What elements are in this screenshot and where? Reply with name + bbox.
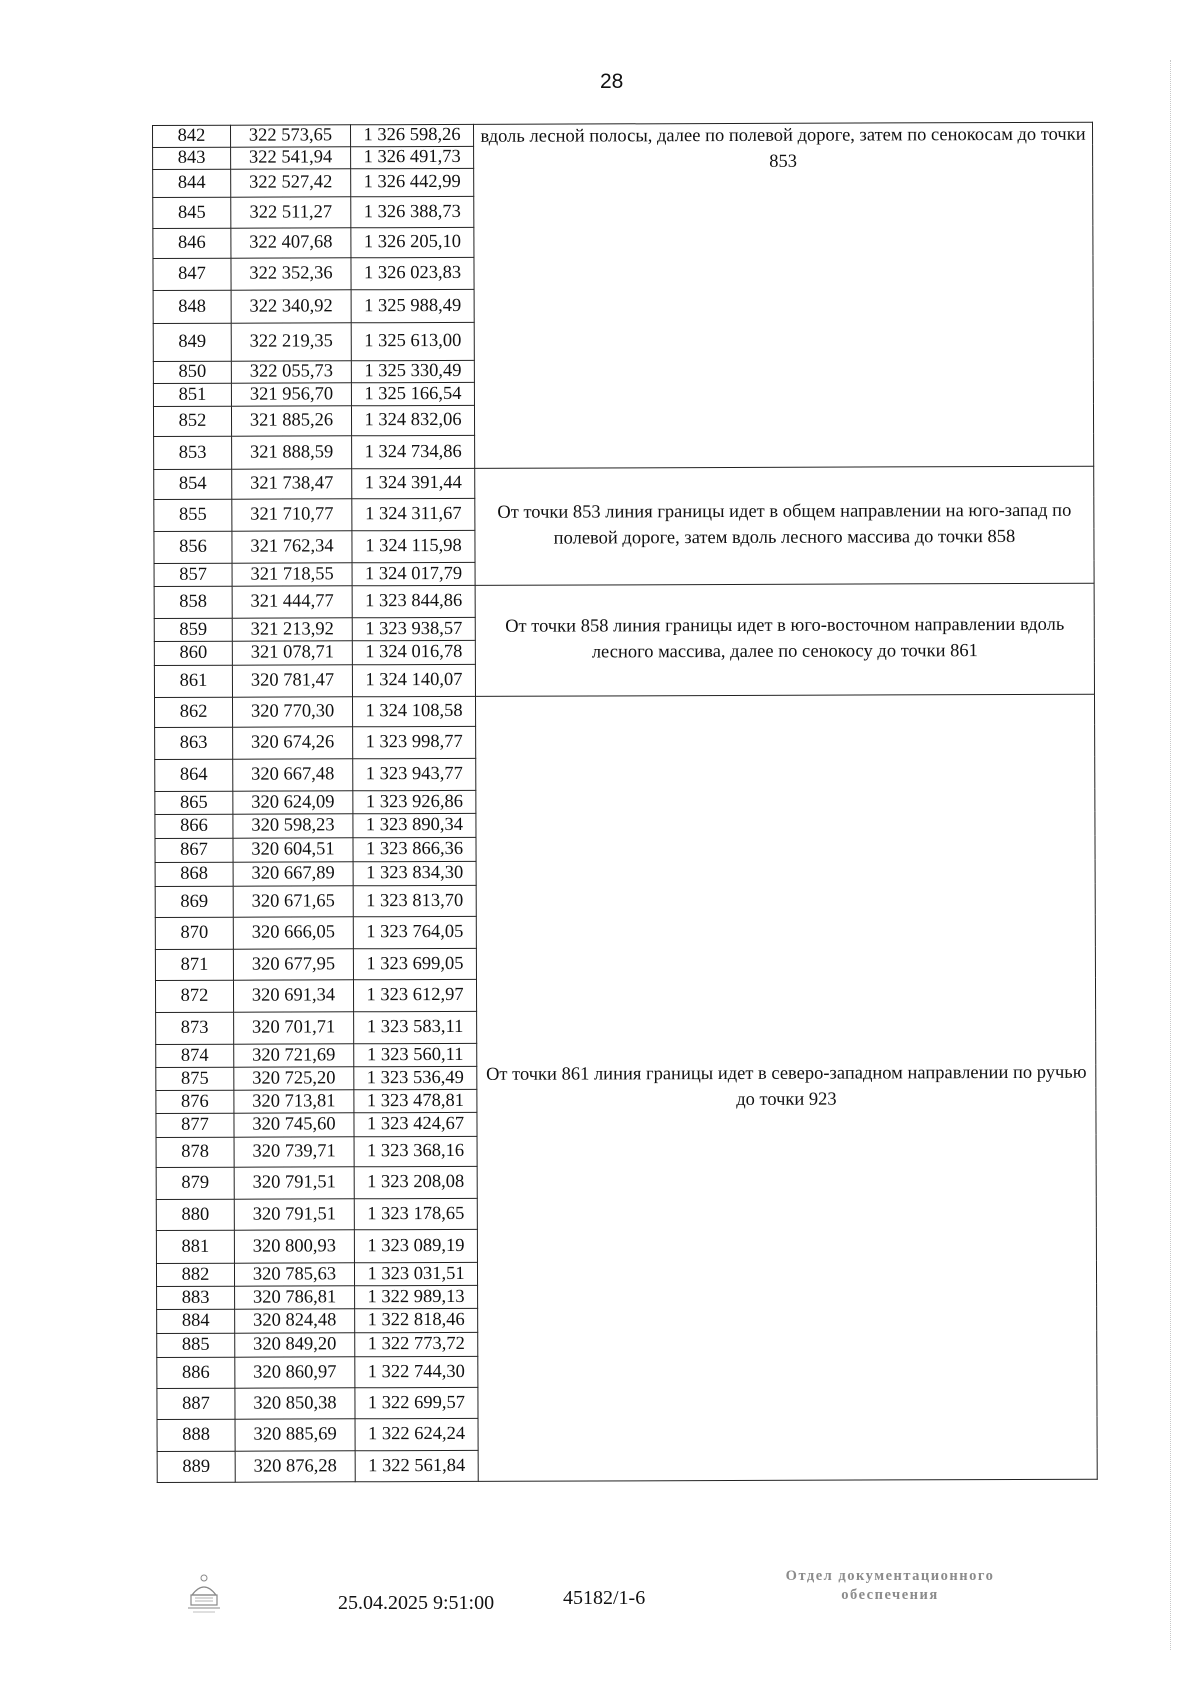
coordinate-x: 321 885,26 [231,406,351,436]
coordinate-x: 320 885,69 [235,1419,355,1451]
point-number: 844 [153,169,231,197]
point-number: 867 [155,838,233,862]
point-number: 852 [153,406,231,436]
coordinate-x: 320 770,30 [232,697,352,727]
coordinate-y: 1 326 491,73 [351,146,474,168]
department-stamp [745,1567,1035,1605]
coordinate-y: 1 326 442,99 [351,168,474,196]
coordinate-y: 1 323 031,51 [354,1262,477,1285]
coordinate-x: 320 791,51 [234,1167,354,1199]
print-timestamp: 25.04.2025 9:51:00 [338,1592,495,1614]
point-number: 878 [156,1137,234,1167]
point-number: 864 [155,759,233,791]
coordinate-x: 321 762,34 [232,531,352,563]
table-row [153,122,1093,147]
coordinate-y: 1 324 017,79 [352,562,475,585]
point-number: 872 [155,980,233,1012]
page-number: 28 [600,70,624,93]
coordinate-y: 1 324 391,44 [352,468,475,498]
coordinate-x: 320 691,34 [233,980,353,1012]
point-number: 847 [153,258,231,290]
coordinate-y: 1 323 178,65 [354,1198,477,1229]
emblem-icon [185,1573,223,1615]
coordinate-x: 320 624,09 [233,791,353,814]
coordinates-table [152,122,1098,1483]
coordinate-y: 1 325 166,54 [351,382,474,405]
point-number: 885 [157,1333,235,1357]
point-number: 884 [157,1309,235,1333]
coordinate-y: 1 324 140,07 [352,664,475,696]
coordinate-x: 322 511,27 [231,197,351,228]
coordinate-x: 321 888,59 [232,436,352,469]
coordinate-x: 320 671,65 [233,886,353,917]
coordinates-sheet [152,122,1097,1525]
point-number: 846 [153,228,231,258]
coordinate-x: 320 849,20 [235,1333,355,1357]
point-number: 868 [155,862,233,886]
margin-dotted-line [1170,60,1173,1650]
boundary-description: вдоль лесной полосы, далее по полевой дороге, затем по сенокосам до точки 853 [473,122,1093,468]
coordinate-y: 1 323 938,57 [352,617,475,640]
coordinate-x: 321 718,55 [232,563,352,586]
coordinate-y: 1 323 368,16 [354,1136,477,1166]
point-number: 842 [153,125,231,147]
coordinate-y: 1 325 613,00 [351,322,474,360]
point-number: 880 [156,1199,234,1230]
coordinate-x: 322 340,92 [231,290,351,323]
coordinate-y: 1 325 988,49 [351,289,474,322]
coordinate-x: 320 785,63 [234,1263,354,1286]
coordinate-y: 1 322 989,13 [355,1285,478,1308]
point-number: 871 [155,949,233,980]
coordinate-x: 321 710,77 [232,499,352,531]
department-line-2: обеспечения [841,1586,939,1603]
coordinate-x: 320 667,89 [233,862,353,886]
coordinate-y: 1 323 536,49 [354,1066,477,1089]
coordinate-y: 1 326 205,10 [351,227,474,257]
coordinate-y: 1 326 388,73 [351,196,474,227]
coordinate-x: 320 721,69 [234,1044,354,1067]
coordinate-y: 1 326 023,83 [351,257,474,289]
coordinate-y: 1 322 561,84 [355,1450,478,1481]
coordinate-y: 1 323 813,70 [353,885,476,916]
coordinate-y: 1 323 844,86 [352,585,475,617]
coordinate-y: 1 323 478,81 [354,1089,477,1112]
table-row [154,466,1094,499]
coordinate-x: 322 527,42 [231,169,351,197]
point-number: 875 [156,1067,234,1090]
document-code: 45182/1-6 [563,1587,646,1609]
point-number: 889 [157,1451,235,1482]
point-number: 869 [155,886,233,917]
coordinate-x: 320 786,81 [235,1286,355,1309]
point-number: 858 [154,586,232,618]
table-row [154,694,1094,727]
boundary-description: От точки 861 линия границы идет в северо-западном направлении по ручью до точки 923 [475,694,1097,1481]
coordinate-x: 320 860,97 [235,1357,355,1388]
coordinate-x: 320 745,60 [234,1113,354,1137]
coordinate-y: 1 324 311,67 [352,498,475,530]
coordinates-table-body [153,122,1098,1482]
boundary-description: От точки 853 линия границы идет в общем направлении на юго-запад по полевой дороге, затем вдоль лесного массива до точки 858 [475,466,1094,585]
point-number: 877 [156,1113,234,1137]
coordinate-x: 321 444,77 [232,586,352,618]
coordinate-y: 1 326 598,26 [351,124,474,146]
point-number: 845 [153,197,231,228]
point-number: 857 [154,563,232,586]
point-number: 881 [156,1230,234,1263]
department-line-1: Отдел документационного [785,1568,995,1584]
coordinate-x: 322 055,73 [231,361,351,383]
coordinate-x: 320 701,71 [234,1012,354,1044]
coordinate-y: 1 324 108,58 [352,696,475,726]
point-number: 863 [155,727,233,759]
boundary-description: От точки 858 линия границы идет в юго-восточном направлении вдоль лесного массива, далее по сенокосу до точки 861 [475,583,1094,696]
point-number: 854 [154,469,232,499]
point-number: 874 [156,1044,234,1067]
coordinate-y: 1 325 330,49 [351,360,474,382]
coordinate-x: 322 541,94 [231,147,351,169]
point-number: 861 [154,665,232,697]
point-number: 882 [156,1263,234,1286]
coordinate-x: 320 674,26 [233,727,353,759]
coordinate-x: 321 078,71 [232,641,352,665]
coordinate-y: 1 323 764,05 [353,916,476,948]
point-number: 849 [153,323,231,361]
coordinate-y: 1 323 612,97 [353,979,476,1011]
coordinate-x: 320 791,51 [234,1199,354,1230]
coordinate-y: 1 324 016,78 [352,640,475,664]
point-number: 859 [154,618,232,641]
point-number: 856 [154,531,232,563]
coordinate-x: 322 352,36 [231,258,351,290]
point-number: 843 [153,147,231,169]
coordinate-y: 1 324 115,98 [352,530,475,562]
coordinate-x: 320 666,05 [233,917,353,949]
coordinate-x: 320 604,51 [233,838,353,862]
point-number: 862 [154,697,232,727]
point-number: 887 [157,1388,235,1419]
point-number: 870 [155,917,233,949]
coordinate-x: 320 667,48 [233,759,353,791]
point-number: 860 [154,641,232,665]
point-number: 848 [153,290,231,323]
coordinate-x: 320 876,28 [235,1451,355,1482]
coordinate-y: 1 324 734,86 [352,435,475,468]
coordinate-x: 320 598,23 [233,814,353,838]
coordinate-y: 1 323 890,34 [353,813,476,837]
coordinate-x: 320 824,48 [235,1309,355,1333]
coordinate-y: 1 322 744,30 [355,1356,478,1387]
point-number: 883 [157,1286,235,1309]
point-number: 855 [154,499,232,531]
coordinate-x: 320 800,93 [234,1230,354,1263]
coordinate-y: 1 323 866,36 [353,837,476,861]
coordinate-x: 321 213,92 [232,618,352,641]
coordinate-y: 1 324 832,06 [351,405,474,435]
coordinate-x: 320 713,81 [234,1090,354,1113]
point-number: 876 [156,1090,234,1113]
coordinate-y: 1 323 208,08 [354,1166,477,1198]
coordinate-y: 1 323 926,86 [353,790,476,813]
coordinate-x: 322 573,65 [231,125,351,147]
coordinate-y: 1 323 424,67 [354,1112,477,1136]
table-row [154,583,1094,618]
coordinate-x: 322 407,68 [231,228,351,258]
point-number: 886 [157,1357,235,1388]
coordinate-x: 320 850,38 [235,1388,355,1419]
coordinate-y: 1 323 834,30 [353,861,476,885]
point-number: 866 [155,814,233,838]
point-number: 865 [155,791,233,814]
coordinate-x: 320 725,20 [234,1067,354,1090]
coordinate-y: 1 323 560,11 [354,1043,477,1066]
point-number: 879 [156,1167,234,1199]
point-number: 850 [153,361,231,383]
point-number: 873 [156,1012,234,1044]
coordinate-x: 322 219,35 [231,323,351,361]
coordinate-y: 1 322 699,57 [355,1387,478,1418]
coordinate-y: 1 322 818,46 [355,1308,478,1332]
coordinate-y: 1 323 943,77 [353,758,476,790]
coordinate-x: 321 956,70 [231,383,351,406]
coordinate-y: 1 323 583,11 [354,1011,477,1043]
coordinate-x: 320 781,47 [232,665,352,697]
coordinate-x: 320 677,95 [233,949,353,980]
coordinate-y: 1 322 624,24 [355,1418,478,1450]
point-number: 853 [154,436,232,469]
point-number: 888 [157,1419,235,1451]
coordinate-y: 1 323 699,05 [353,948,476,979]
page-footer [0,1525,1200,1625]
coordinate-x: 320 739,71 [234,1137,354,1167]
coordinate-y: 1 323 089,19 [354,1229,477,1262]
point-number: 851 [153,383,231,406]
coordinate-y: 1 323 998,77 [353,726,476,758]
coordinate-y: 1 322 773,72 [355,1332,478,1356]
coordinate-x: 321 738,47 [232,469,352,499]
